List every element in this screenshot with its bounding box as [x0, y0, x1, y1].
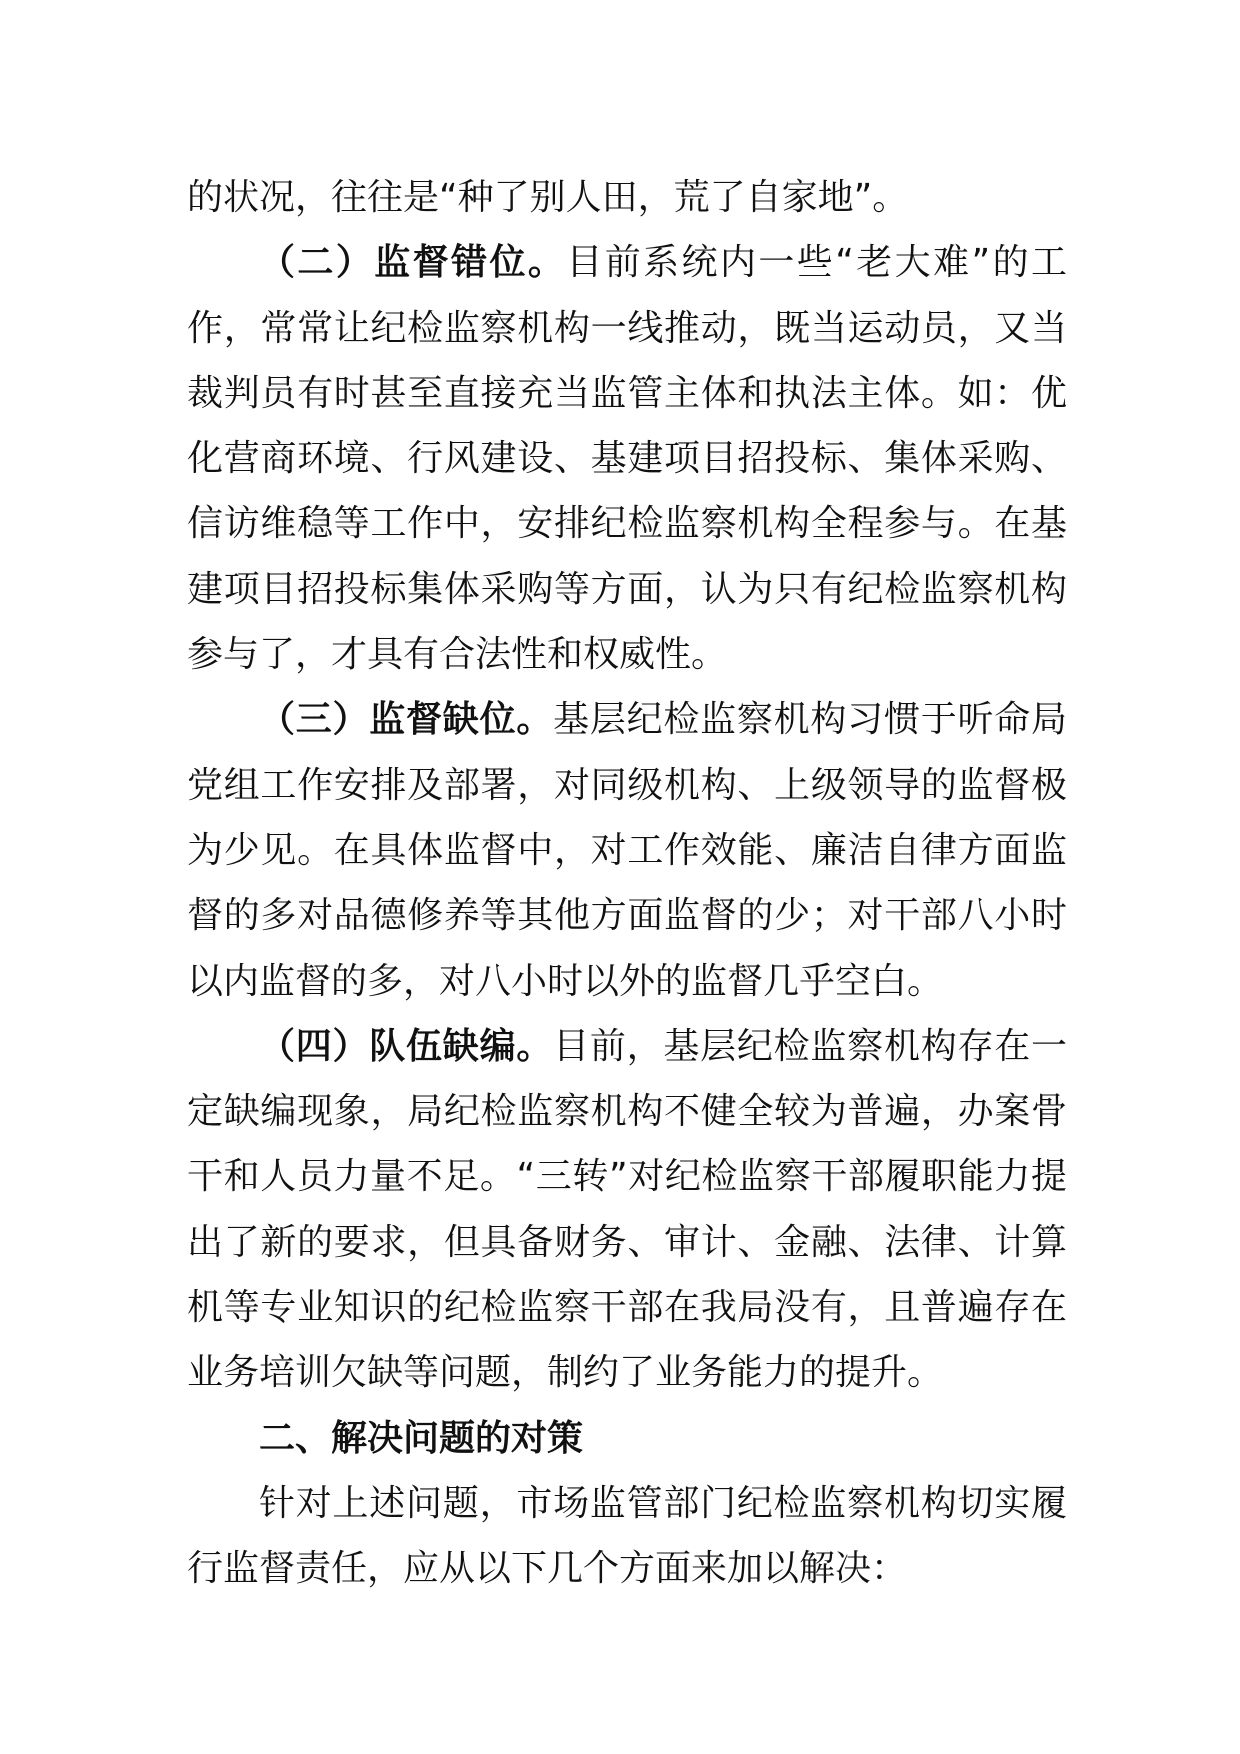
paragraph-text: 目前，基层纪检监察机构存在一定缺编现象，局纪检监察机构不健全较为普遍，办案骨干和人员力量不足。“三转”对纪检监察干部履职能力提出了新的要求，但具备财务、审计、金融、法律、计算机等专业知识的纪检监察干部在我局没有，且普遍存在业务培训欠缺等问题，制约了业务能力的提升。 — [187, 1025, 1067, 1394]
paragraph-supervision-misplacement — [187, 230, 1067, 687]
paragraph-text: 目前系统内一些“老大难”的工作，常常让纪检监察机构一线推动，既当运动员，又当裁判员有时甚至直接充当监管主体和执法主体。如：优化营商环境、行风建设、基建项目招投标、集体采购、信访维稳等工作中，安排纪检监察机构全程参与。在基建项目招投标集体采购等方面，认为只有纪检监察机构参与了，才具有合法性和权威性。 — [187, 242, 1067, 676]
paragraph-continuation: 的状况，往往是“种了别人田，荒了自家地”。 — [187, 177, 909, 218]
paragraph-text: 基层纪检监察机构习惯于听命局党组工作安排及部署，对同级机构、上级领导的监督极为少见。在具体监督中，对工作效能、廉洁自律方面监督的多对品德修养等其他方面监督的少；对干部八小时以内监督的多，对八小时以外的监督几乎空白。 — [187, 699, 1067, 1002]
section-heading-countermeasures: 二、解决问题的对策 — [259, 1417, 584, 1459]
paragraph-staff-shortage — [187, 1014, 1067, 1406]
document-body — [187, 165, 1067, 1602]
paragraph-supervision-absence — [187, 687, 1067, 1013]
subheading-supervision-misplacement: （二）监督错位。 — [259, 242, 567, 284]
paragraph-countermeasures-intro: 针对上述问题，市场监管部门纪检监察机构切实履行监督责任，应从以下几个方面来加以解决： — [187, 1482, 1067, 1590]
subheading-staff-shortage: （四）队伍缺编。 — [259, 1025, 554, 1067]
subheading-supervision-absence: （三）监督缺位。 — [259, 699, 554, 741]
